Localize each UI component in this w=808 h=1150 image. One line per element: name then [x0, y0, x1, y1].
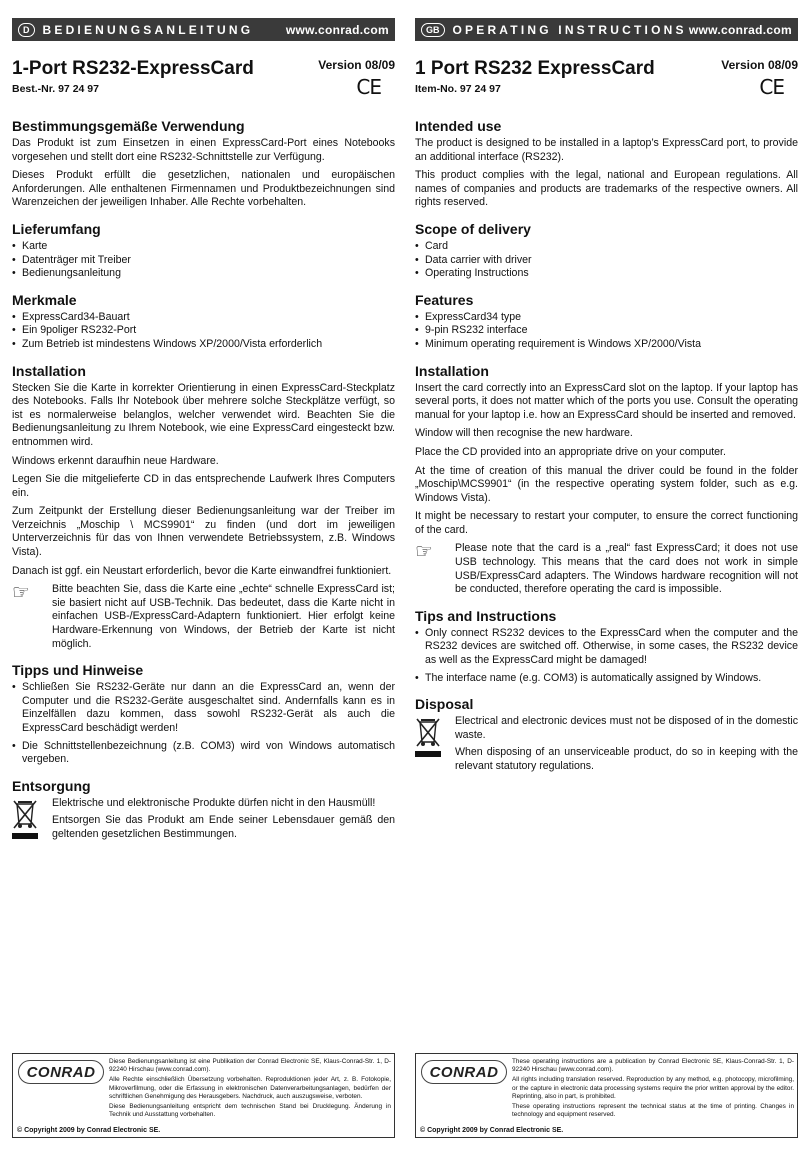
- list-item: • ExpressCard34 type: [415, 311, 798, 325]
- section-delivery-en: [415, 221, 798, 281]
- note-en: [415, 539, 798, 596]
- section-features-en: [415, 292, 798, 352]
- footer-text-en: [512, 1058, 794, 1121]
- list-item: • ExpressCard34-Bauart: [12, 311, 395, 325]
- footer-paragraph: Diese Bedienungsanleitung ist eine Publikation der Conrad Electronic SE, Klaus-Conrad-Str. 1, D-92240 Hirschau (www.conrad.com).: [109, 1058, 391, 1074]
- ce-mark-icon: CE: [759, 75, 784, 99]
- copyright-en: © Copyright 2009 by Conrad Electronic SE.: [420, 1127, 564, 1134]
- paragraph: Place the CD provided into an appropriate drive on your computer.: [415, 445, 726, 458]
- paragraph: Window will then recognise the new hardware.: [415, 427, 633, 440]
- paragraph: Electrical and electronic devices must not be disposed of in the domestic waste.: [455, 715, 798, 741]
- conrad-logo: CONRAD: [421, 1060, 507, 1084]
- item-number-de: Best.-Nr. 97 24 97: [12, 83, 99, 95]
- heading-installation-de: Installation: [12, 362, 86, 379]
- list-item: • Datenträger mit Treiber: [12, 254, 395, 268]
- paragraph: Zum Zeitpunkt der Erstellung dieser Bedienungsanleitung war der Treiber im Verzeichnis „Moschip \ MCS9901“ zu finden (und dort im jeweiligen Unterverzeichnis für das von Ihnen verwendete Betriebssystem, z.B. Windows Vista).: [12, 505, 395, 559]
- list-item: • Schließen Sie RS232-Geräte nur dann an die ExpressCard an, wenn der Computer und die RS232-Geräte ausgeschaltet sind. Andernfalls kann es in Einzelfällen dazu kommen, dass sowohl RS232-Gerät als auch die ExpressCard beschädigt werden!: [12, 681, 395, 735]
- paragraph: Legen Sie die mitgelieferte CD in das entsprechende Laufwerk Ihres Computers ein.: [12, 473, 395, 499]
- list-item: • Zum Betrieb ist mindestens Windows XP/2000/Vista erforderlich: [12, 338, 395, 352]
- heading-intended-use-en: Intended use: [415, 118, 502, 134]
- lang-badge-gb: GB: [421, 23, 445, 37]
- tips-list-en: [415, 627, 798, 685]
- paragraph: It might be necessary to restart your computer, to ensure the correct functioning of the card.: [415, 510, 798, 536]
- title-row-de: [12, 58, 395, 98]
- title-row-en: [415, 58, 798, 98]
- product-title-de: 1-Port RS232-ExpressCard: [12, 58, 254, 79]
- heading-disposal-de: Entsorgung: [12, 777, 91, 794]
- section-features-de: [12, 292, 395, 352]
- footer-de: [12, 1053, 395, 1138]
- content-en: [415, 118, 798, 789]
- heading-delivery-en: Scope of delivery: [415, 220, 531, 237]
- paragraph: Entsorgen Sie das Produkt am Ende seiner Lebensdauer gemäß den geltenden gesetzlichen Bestimmungen.: [52, 814, 395, 840]
- version-en: Version 08/09: [721, 58, 798, 72]
- delivery-list-en: [415, 240, 798, 281]
- heading-intended-use-de: Bestimmungsgemäße Verwendung: [12, 118, 245, 134]
- paragraph: Insert the card correctly into an ExpressCard slot on the laptop. If your laptop has several ports, it does not matter which of the ports you use. Consult the operating manual for your laptop i.e. how an ExpressCard should be inserted and removed.: [415, 381, 798, 421]
- section-installation-en: [415, 363, 798, 597]
- list-item: • Card: [415, 240, 798, 254]
- section-disposal-de: [12, 778, 395, 846]
- pointing-hand-icon: ☞: [415, 539, 433, 564]
- list-item: • Die Schnittstellenbezeichnung (z.B. COM3) wird von Windows automatisch vergeben.: [12, 740, 395, 767]
- copyright-de: © Copyright 2009 by Conrad Electronic SE.: [17, 1127, 161, 1134]
- heading-tips-en: Tips and Instructions: [415, 607, 557, 624]
- section-tips-en: [415, 608, 798, 685]
- footer-paragraph: These operating instructions represent the technical status at the time of printing. Changes in technology and equipment reserved.: [512, 1103, 794, 1119]
- footer-paragraph: Alle Rechte einschließlich Übersetzung vorbehalten. Reproduktionen jeder Art, z. B. Fotokopie, Mikroverfilmung, oder die Erfassung in elektronischen Datenverarbeitungsanlagen, bedürfen der schriftlichen Genehmigung des Herausgebers. Nachdruck, auch auszugsweise, verboten.: [109, 1076, 391, 1100]
- german-banner: [12, 18, 395, 41]
- list-item: • Operating Instructions: [415, 267, 798, 281]
- conrad-logo: CONRAD: [18, 1060, 104, 1084]
- german-column: [12, 0, 395, 1150]
- tips-list-de: [12, 681, 395, 767]
- footer-paragraph: All rights including translation reserved. Reproduction by any method, e.g. photocopy, microfilming, or the capture in electronic data processing systems require the prior written approval by the editor. Reprinting, also in part, is prohibited.: [512, 1076, 794, 1100]
- banner-title-en: OPERATING INSTRUCTIONS: [452, 22, 687, 37]
- note-de: [12, 580, 395, 651]
- lang-badge-de: D: [18, 23, 35, 37]
- heading-features-en: Features: [415, 291, 474, 308]
- heading-features-de: Merkmale: [12, 291, 77, 308]
- pointing-hand-icon: ☞: [12, 580, 30, 605]
- disposal-text-en: [455, 715, 798, 777]
- paragraph: Das Produkt ist zum Einsetzen in einen ExpressCard-Port eines Notebooks vorgesehen und stellt dort eine RS232-Schnittstelle zur Verfügung.: [12, 137, 395, 163]
- version-de: Version 08/09: [318, 58, 395, 72]
- features-list-de: [12, 311, 395, 352]
- list-item: • The interface name (e.g. COM3) is automatically assigned by Windows.: [415, 672, 798, 686]
- disposal-block-en: [415, 715, 798, 777]
- note-text-en: Please note that the card is a „real“ fast ExpressCard; it does not use USB technology. This means that the card does not work in simple USB/ExpressCard adapters. The Windows hardware recognition will not be conducted, therefore operating the card is impossible.: [455, 542, 798, 596]
- disposal-text-de: [52, 797, 395, 846]
- heading-delivery-de: Lieferumfang: [12, 220, 101, 237]
- note-text-de: Bitte beachten Sie, dass die Karte eine „echte“ schnelle ExpressCard ist; sie basiert nicht auf USB-Technik. Das bedeutet, dass die Karte nicht in einfachen USB-/ExpressCard-Adaptern funktioniert. Hier erfolgt keine Hardware-Erkennung von Windows, der Betrieb der Karte ist nicht möglich.: [52, 583, 395, 650]
- features-list-en: [415, 311, 798, 352]
- heading-tips-de: Tipps und Hinweise: [12, 662, 144, 679]
- paragraph: This product complies with the legal, national and European regulations. All names of companies and products are trademarks of the respective owners. All rights reserved.: [415, 169, 798, 209]
- list-item: • Ein 9poliger RS232-Port: [12, 324, 395, 338]
- list-item: • Data carrier with driver: [415, 254, 798, 268]
- heading-installation-en: Installation: [415, 362, 489, 379]
- paragraph: Stecken Sie die Karte in korrekter Orientierung in einen ExpressCard-Steckplatz des Notebooks. Falls Ihr Notebook über mehrere solche Steckplätze verfügt, so ist es normalerweise belanglos, welcher verwendet wird. Beachten Sie die Bedienungsanleitung zu Ihrem Notebook, wie eine ExpressCard eingesteckt bzw. entnommen wird.: [12, 381, 395, 448]
- paragraph: Danach ist ggf. ein Neustart erforderlich, bevor die Karte einwandfrei funktioniert.: [12, 564, 392, 577]
- footer-en: [415, 1053, 798, 1138]
- paragraph: At the time of creation of this manual the driver could be found in the folder „Moschip\MCS9901“ (in the respective operating system folder, such as e.g. Windows Vista).: [415, 464, 798, 504]
- section-intended-use-de: [12, 118, 395, 210]
- section-disposal-en: [415, 696, 798, 777]
- english-banner: [415, 18, 798, 41]
- footer-paragraph: Diese Bedienungsanleitung entspricht dem technischen Stand bei Drucklegung. Änderung in Technik und Ausstattung vorbehalten.: [109, 1103, 391, 1119]
- paragraph: Windows erkennt daraufhin neue Hardware.: [12, 454, 219, 467]
- footer-paragraph: These operating instructions are a publication by Conrad Electronic SE, Klaus-Conrad-Str. 1, D-92240 Hirschau (www.conrad.com).: [512, 1058, 794, 1074]
- banner-url-en: www.conrad.com: [688, 22, 792, 37]
- heading-disposal-en: Disposal: [415, 696, 474, 713]
- content-de: [12, 118, 395, 857]
- ce-mark-icon: CE: [356, 75, 381, 99]
- paragraph: Elektrische und elektronische Produkte dürfen nicht in den Hausmüll!: [52, 796, 376, 809]
- delivery-list-de: [12, 240, 395, 281]
- banner-url-de: www.conrad.com: [285, 22, 389, 37]
- list-item: • 9-pin RS232 interface: [415, 324, 798, 338]
- paragraph: The product is designed to be installed in a laptop’s ExpressCard port, to provide an additional interface (RS232).: [415, 137, 798, 163]
- list-item: • Only connect RS232 devices to the ExpressCard when the computer and the RS232 devices are switched off. Otherwise, in some cases, the RS232 device as well as the ExpressCard might be damaged!: [415, 627, 798, 668]
- list-item: • Bedienungsanleitung: [12, 267, 395, 281]
- english-column: [415, 0, 798, 1150]
- disposal-block-de: [12, 797, 395, 846]
- paragraph: Dieses Produkt erfüllt die gesetzlichen, nationalen und europäischen Anforderungen. Alle enthaltenen Firmennamen und Produktbezeichnungen sind Warenzeichen der jeweiligen Inhaber. Alle Rechte vorbehalten.: [12, 169, 395, 209]
- list-item: • Karte: [12, 240, 395, 254]
- footer-text-de: [109, 1058, 391, 1121]
- banner-title-de: BEDIENUNGSANLEITUNG: [42, 22, 254, 37]
- paragraph: When disposing of an unserviceable product, do so in keeping with the relevant statutory regulations.: [455, 746, 798, 772]
- section-tips-de: [12, 662, 395, 767]
- section-delivery-de: [12, 221, 395, 281]
- item-number-en: Item-No. 97 24 97: [415, 83, 501, 95]
- section-installation-de: [12, 363, 395, 652]
- crossed-bin-icon: [415, 715, 455, 777]
- crossed-bin-icon: [12, 797, 52, 846]
- list-item: • Minimum operating requirement is Windows XP/2000/Vista: [415, 338, 798, 352]
- section-intended-use-en: [415, 118, 798, 210]
- product-title-en: 1 Port RS232 ExpressCard: [415, 58, 655, 79]
